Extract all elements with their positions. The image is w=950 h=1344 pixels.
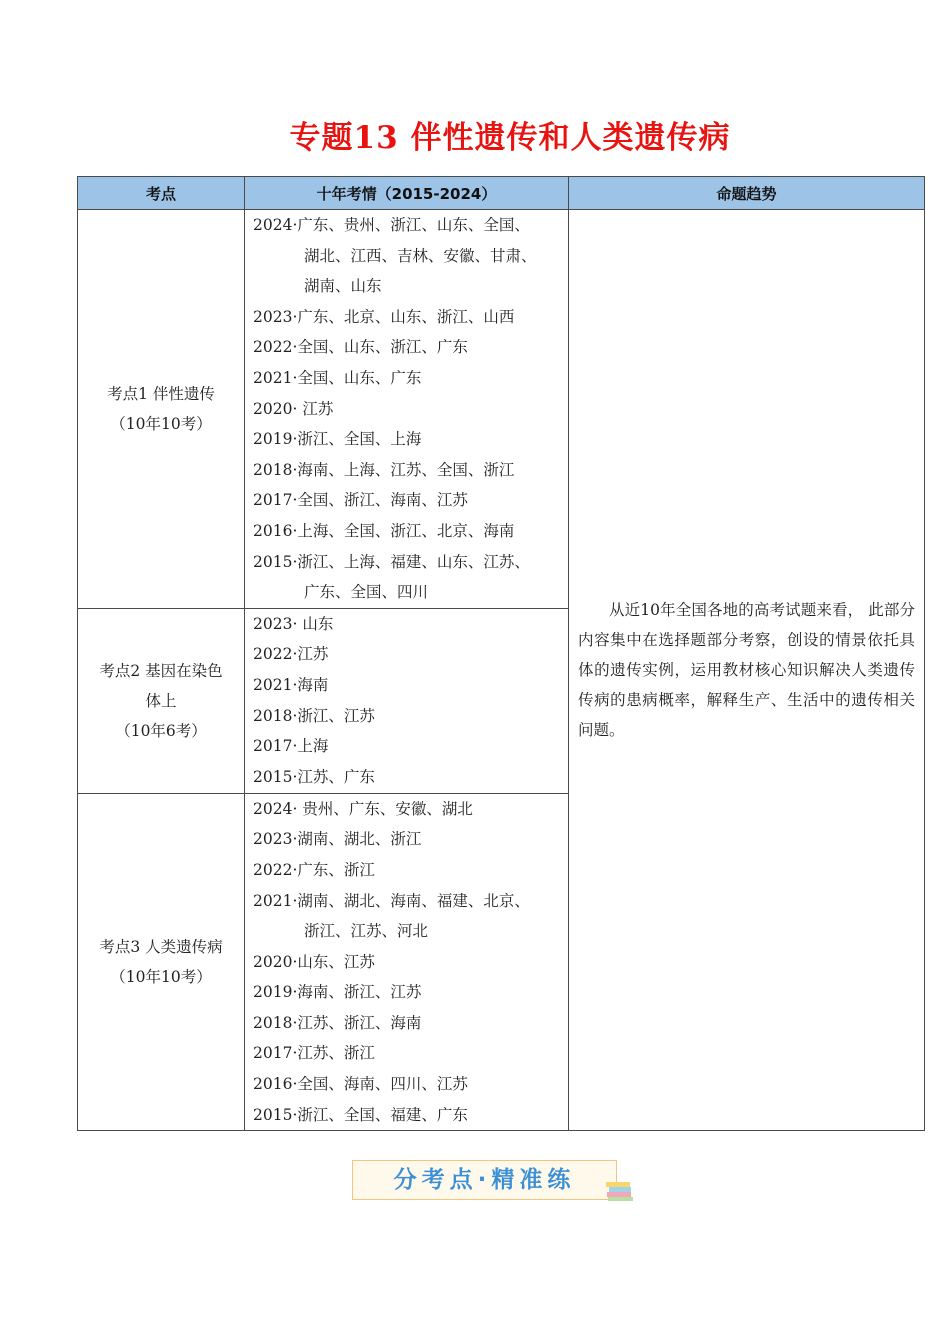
topic-2-years bbox=[245, 608, 569, 793]
books-icon bbox=[605, 1180, 635, 1202]
year-entry: 浙江、江苏、河北 bbox=[304, 922, 429, 941]
year-label: 2021· bbox=[253, 675, 298, 694]
year-label: 2017· bbox=[253, 737, 298, 756]
year-provinces: 上海、全国、浙江、北京、海南 bbox=[297, 521, 515, 540]
year-entry: 湖北、江西、吉林、安徽、甘肃、 bbox=[304, 246, 537, 265]
exam-table bbox=[77, 176, 925, 1131]
year-label: 2019· bbox=[253, 430, 298, 449]
year-label: 2020· bbox=[253, 952, 298, 971]
year-entry bbox=[253, 609, 562, 640]
year-entry bbox=[253, 332, 562, 363]
table-row bbox=[78, 210, 925, 609]
year-provinces: 海南、上海、江苏、全国、浙江 bbox=[297, 460, 515, 479]
year-label: 2018· bbox=[253, 460, 298, 479]
year-provinces: 广东、贵州、浙江、山东、全国、 bbox=[297, 216, 530, 234]
year-provinces: 全国、山东、广东 bbox=[297, 368, 422, 387]
year-provinces: 全国、浙江、海南、江苏 bbox=[297, 491, 468, 510]
topic-2-name-line2: 体上 bbox=[145, 691, 177, 710]
year-provinces: 江苏 bbox=[302, 399, 334, 418]
year-entry bbox=[253, 210, 562, 241]
year-entry bbox=[253, 547, 562, 578]
year-provinces: 广东、北京、山东、浙江、山西 bbox=[297, 307, 515, 326]
year-provinces: 全国、海南、四川、江苏 bbox=[297, 1075, 468, 1094]
year-provinces: 山东、江苏 bbox=[297, 952, 375, 971]
year-label: 2015· bbox=[253, 767, 298, 786]
year-label: 2023· bbox=[253, 307, 298, 326]
year-label: 2024· bbox=[253, 216, 298, 234]
year-provinces: 海南、浙江、江苏 bbox=[297, 983, 422, 1002]
topic-1-cell bbox=[78, 210, 245, 609]
year-label: 2021· bbox=[253, 891, 298, 910]
year-provinces: 浙江、江苏 bbox=[297, 706, 375, 725]
topic-2-count: （10年6考） bbox=[115, 721, 207, 740]
topic-3-years bbox=[245, 793, 569, 1131]
year-provinces: 湖南、湖北、海南、福建、北京、 bbox=[297, 891, 530, 910]
year-label: 2021· bbox=[253, 368, 298, 387]
year-provinces: 贵州、广东、安徽、湖北 bbox=[302, 799, 473, 818]
year-label: 2019· bbox=[253, 983, 298, 1002]
year-entry bbox=[253, 855, 562, 886]
year-label: 2023· bbox=[253, 830, 298, 849]
year-provinces: 浙江、上海、福建、山东、江苏、 bbox=[297, 552, 530, 571]
year-provinces: 浙江、全国、上海 bbox=[297, 430, 422, 449]
year-entry bbox=[253, 794, 562, 825]
year-provinces: 江苏、浙江 bbox=[297, 1044, 375, 1063]
section-banner: 分考点·精准练 bbox=[352, 1160, 617, 1200]
year-label: 2017· bbox=[253, 1044, 298, 1063]
year-label: 2015· bbox=[253, 552, 298, 571]
year-provinces: 上海 bbox=[297, 737, 329, 756]
page-title: 专题13 伴性遗传和人类遗传病 bbox=[289, 120, 731, 156]
topic-1-name: 考点1 伴性遗传 bbox=[107, 384, 215, 403]
year-entry bbox=[253, 1069, 562, 1100]
year-provinces: 全国、山东、浙江、广东 bbox=[297, 338, 468, 357]
year-provinces: 湖南、湖北、浙江 bbox=[297, 830, 422, 849]
year-entry bbox=[253, 424, 562, 455]
year-entry bbox=[253, 977, 562, 1008]
year-provinces: 江苏 bbox=[297, 645, 329, 664]
topic-1-count: （10年10考） bbox=[110, 414, 212, 433]
year-entry bbox=[253, 762, 562, 793]
year-entry: 湖南、山东 bbox=[304, 277, 382, 296]
year-provinces: 浙江、全国、福建、广东 bbox=[297, 1105, 468, 1124]
header-trend: 命题趋势 bbox=[569, 177, 925, 210]
year-label: 2016· bbox=[253, 521, 298, 540]
topic-2-name-line1: 考点2 基因在染色 bbox=[99, 661, 223, 680]
year-entry bbox=[253, 363, 562, 394]
year-label: 2016· bbox=[253, 1075, 298, 1094]
year-provinces: 山东 bbox=[302, 614, 334, 633]
year-label: 2022· bbox=[253, 860, 298, 879]
year-label: 2023· bbox=[253, 614, 303, 633]
topic-3-name: 考点3 人类遗传病 bbox=[99, 937, 223, 956]
trend-cell bbox=[569, 210, 925, 1131]
year-label: 2022· bbox=[253, 338, 298, 357]
year-provinces: 江苏、浙江、海南 bbox=[297, 1013, 422, 1032]
year-entry bbox=[253, 824, 562, 855]
year-entry bbox=[253, 1100, 562, 1131]
header-years: 十年考情（2015-2024） bbox=[245, 177, 569, 210]
year-label: 2024· bbox=[253, 799, 303, 818]
year-entry bbox=[253, 639, 562, 670]
year-entry bbox=[253, 1038, 562, 1069]
year-provinces: 江苏、广东 bbox=[297, 767, 375, 786]
year-provinces: 海南 bbox=[297, 675, 329, 694]
year-entry bbox=[253, 485, 562, 516]
year-label: 2018· bbox=[253, 1013, 298, 1032]
year-label: 2018· bbox=[253, 706, 298, 725]
topic-3-count: （10年10考） bbox=[110, 967, 212, 986]
year-entry bbox=[253, 302, 562, 333]
year-label: 2017· bbox=[253, 491, 298, 510]
year-entry bbox=[253, 886, 562, 917]
year-entry bbox=[253, 947, 562, 978]
year-label: 2022· bbox=[253, 645, 298, 664]
year-entry bbox=[253, 731, 562, 762]
year-entry bbox=[253, 701, 562, 732]
year-entry bbox=[253, 670, 562, 701]
year-label: 2015· bbox=[253, 1105, 298, 1124]
year-entry: 广东、全国、四川 bbox=[304, 583, 429, 602]
year-label: 2020· bbox=[253, 399, 303, 418]
year-entry bbox=[253, 1008, 562, 1039]
year-entry bbox=[253, 455, 562, 486]
year-entry bbox=[253, 394, 562, 425]
topic-3-cell bbox=[78, 793, 245, 1131]
topic-1-years bbox=[245, 210, 569, 609]
year-provinces: 广东、浙江 bbox=[297, 860, 375, 879]
header-topic: 考点 bbox=[78, 177, 245, 210]
topic-2-cell bbox=[78, 608, 245, 793]
trend-text: 从近10年全国各地的高考试题来看， 此部分内容集中在选择题部分考察，创设的情景依托具体的遗传实例，运用教材核心知识解决人类遗传传病的患病概率，解释生产、生活中的遗传相关问题。 bbox=[578, 601, 915, 740]
table-header-row bbox=[78, 177, 925, 210]
year-entry bbox=[253, 516, 562, 547]
